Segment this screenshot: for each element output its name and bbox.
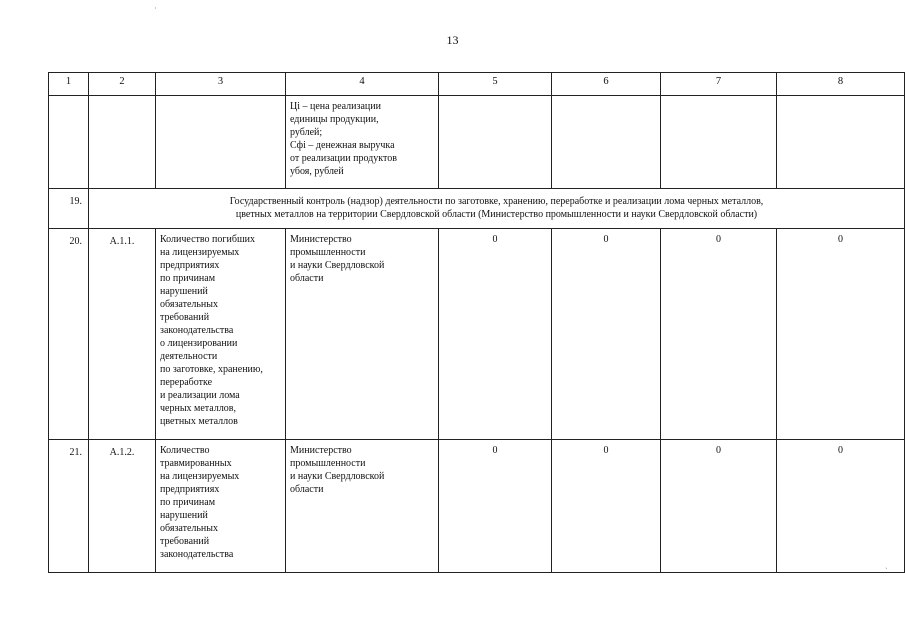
table-row [49,229,905,440]
column-number: 4 [286,73,439,96]
row-number: 21. [49,440,89,573]
indicator-code: А.1.1. [89,229,156,440]
indicators-table [48,72,905,573]
value-cell: 0 [439,440,552,573]
table-cell [439,96,552,189]
column-number: 1 [49,73,89,96]
column-number: 7 [661,73,777,96]
table-row [49,440,905,573]
formula-legend-cell: Цi – цена реализации единицы продукции, рублей; Сфi – денежная выручка от реализации продуктов убоя, рублей [286,96,439,189]
section-row [49,189,905,229]
indicator-name: Количество травмированных на лицензируемых предприятиях по причинам нарушений обязательных требований законодательства [156,440,286,573]
value-cell: 0 [777,440,905,573]
column-number: 2 [89,73,156,96]
value-cell: 0 [439,229,552,440]
column-number-row [49,73,905,96]
value-cell: 0 [661,229,777,440]
row-number: 19. [49,189,89,229]
value-cell: 0 [552,440,661,573]
column-number: 5 [439,73,552,96]
column-number: 3 [156,73,286,96]
value-cell: 0 [552,229,661,440]
scan-speck: ˎ [885,560,888,569]
table-cell [777,96,905,189]
data-source: Министерство промышленности и науки Свердловской области [286,440,439,573]
data-source: Министерство промышленности и науки Свердловской области [286,229,439,440]
table-cell [156,96,286,189]
continuation-row [49,96,905,189]
column-number: 8 [777,73,905,96]
row-number: 20. [49,229,89,440]
section-title: Государственный контроль (надзор) деятельности по заготовке, хранению, переработке и реализации лома черных металлов, цветных металлов на территории Свердловской области (Министерство промышленности и науки Свердловской области) [89,189,905,229]
scan-speck: · [154,4,157,13]
table-cell [661,96,777,189]
column-number: 6 [552,73,661,96]
table-cell [552,96,661,189]
table-cell [89,96,156,189]
value-cell: 0 [661,440,777,573]
indicator-code: А.1.2. [89,440,156,573]
value-cell: 0 [777,229,905,440]
page-number: 13 [446,33,459,47]
indicator-name: Количество погибших на лицензируемых предприятиях по причинам нарушений обязательных требований законодательства о лицензировании деятельности по заготовке, хранению, переработке и реализации лома черных металлов, цветных металлов [156,229,286,440]
table-cell [49,96,89,189]
